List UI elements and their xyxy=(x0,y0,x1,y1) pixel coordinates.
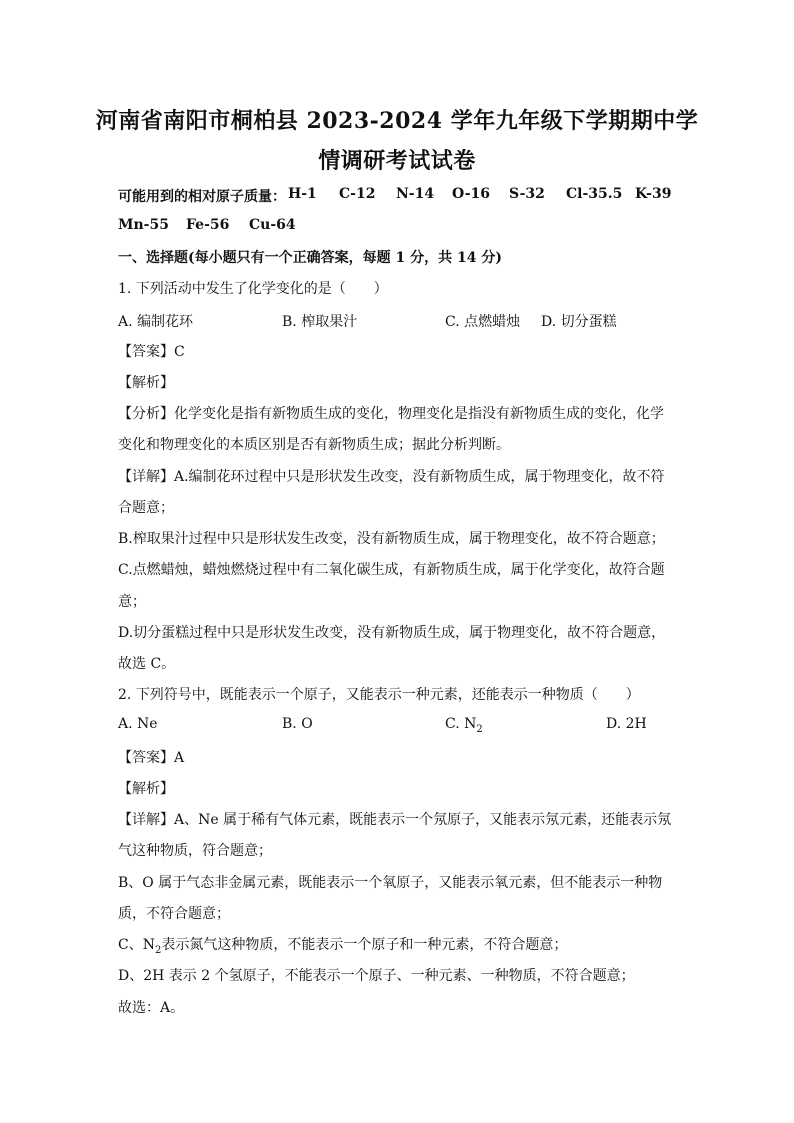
q1-detail-line: B.榨取果汁过程中只是形状发生改变，没有新物质生成，属于物理变化，故不符合题意； xyxy=(118,531,665,547)
q2-answer: 【答案】A xyxy=(118,750,185,766)
atomic-mass-mn: Mn-55 xyxy=(118,217,169,233)
q2-detail-n2-subscript: 2 xyxy=(154,944,162,956)
q1-detail-line: 【详解】A.编制花环过程中只是形状发生改变，没有新物质生成，属于物理变化，故不符 xyxy=(118,469,665,485)
q1-fenxi-line: 变化和物理变化的本质区别是否有新物质生成；据此分析判断。 xyxy=(118,437,510,453)
q2-detail-line: 【详解】A、Ne 属于稀有气体元素，既能表示一个氖原子，又能表示氖元素，还能表示氖 xyxy=(118,812,672,828)
q2-detail-n2-suffix: 表示氮气这种物质，不能表示一个原子和一种元素，不符合题意； xyxy=(161,937,568,953)
atomic-mass-n: N-14 xyxy=(396,186,435,202)
atomic-mass-k: K-39 xyxy=(635,186,672,202)
q1-option-c: C. 点燃蜡烛 xyxy=(445,314,521,330)
q2-option-c-subscript: 2 xyxy=(476,723,483,735)
q2-detail-n2-prefix: C、N xyxy=(118,937,155,953)
q2-detail-line: B、O 属于气态非金属元素，既能表示一个氧原子，又能表示氧元素，但不能表示一种物 xyxy=(118,875,663,891)
q2-detail-line-n2 xyxy=(118,935,567,955)
q2-detail-line: 气这种物质，符合题意； xyxy=(118,843,272,859)
q2-option-c xyxy=(445,716,483,735)
q1-answer: 【答案】C xyxy=(118,344,185,360)
q1-stem: 1. 下列活动中发生了化学变化的是（ ） xyxy=(118,281,388,297)
q1-detail-line: D.切分蛋糕过程中只是形状发生改变，没有新物质生成，属于物理变化，故不符合题意， xyxy=(118,625,666,641)
q1-option-d: D. 切分蛋糕 xyxy=(541,314,617,330)
atomic-mass-label: 可能用到的相对原子质量： xyxy=(118,189,286,205)
page-title-line-1: 河南省南阳市桐柏县 2023-2024 学年九年级下学期期中学 xyxy=(95,108,699,134)
atomic-mass-s: S-32 xyxy=(509,186,545,202)
page-title-line-2: 情调研考试试卷 xyxy=(318,148,476,174)
q2-analysis-label: 【解析】 xyxy=(118,781,174,797)
q1-detail-line: 意； xyxy=(118,594,146,610)
atomic-mass-fe: Fe-56 xyxy=(186,217,230,233)
q1-detail-line: 故选 C。 xyxy=(118,656,176,672)
atomic-mass-cu: Cu-64 xyxy=(249,217,296,233)
q2-option-b: B. O xyxy=(282,716,313,732)
q2-stem: 2. 下列符号中，既能表示一个原子，又能表示一种元素，还能表示一种物质（ ） xyxy=(118,687,640,703)
q1-detail-line: C.点燃蜡烛，蜡烛燃烧过程中有二氧化碳生成，有新物质生成，属于化学变化，故符合题 xyxy=(118,562,665,578)
atomic-mass-o: O-16 xyxy=(452,186,491,202)
q1-fenxi-line: 【分析】化学变化是指有新物质生成的变化，物理变化是指没有新物质生成的变化，化学 xyxy=(118,406,664,422)
section-heading: 一、选择题(每小题只有一个正确答案，每题 1 分，共 14 分) xyxy=(118,250,502,266)
q2-option-d: D. 2H xyxy=(606,716,647,732)
q2-detail-line: D、2H 表示 2 个氢原子，不能表示一个原子、一种元素、一种物质，不符合题意； xyxy=(118,968,635,984)
q1-option-b: B. 榨取果汁 xyxy=(282,314,358,330)
q2-option-a: A. Ne xyxy=(118,716,158,732)
q2-detail-line: 故选：A。 xyxy=(118,1000,185,1016)
q1-detail-line: 合题意； xyxy=(118,500,174,516)
atomic-mass-cl: Cl-35.5 xyxy=(566,186,623,202)
q2-option-c-text: C. N xyxy=(445,716,477,732)
atomic-mass-h: H-1 xyxy=(288,186,317,202)
q1-option-a: A. 编制花环 xyxy=(118,314,194,330)
q2-detail-line: 质，不符合题意； xyxy=(118,906,230,922)
atomic-mass-c: C-12 xyxy=(339,186,376,202)
q1-analysis-label: 【解析】 xyxy=(118,375,174,391)
